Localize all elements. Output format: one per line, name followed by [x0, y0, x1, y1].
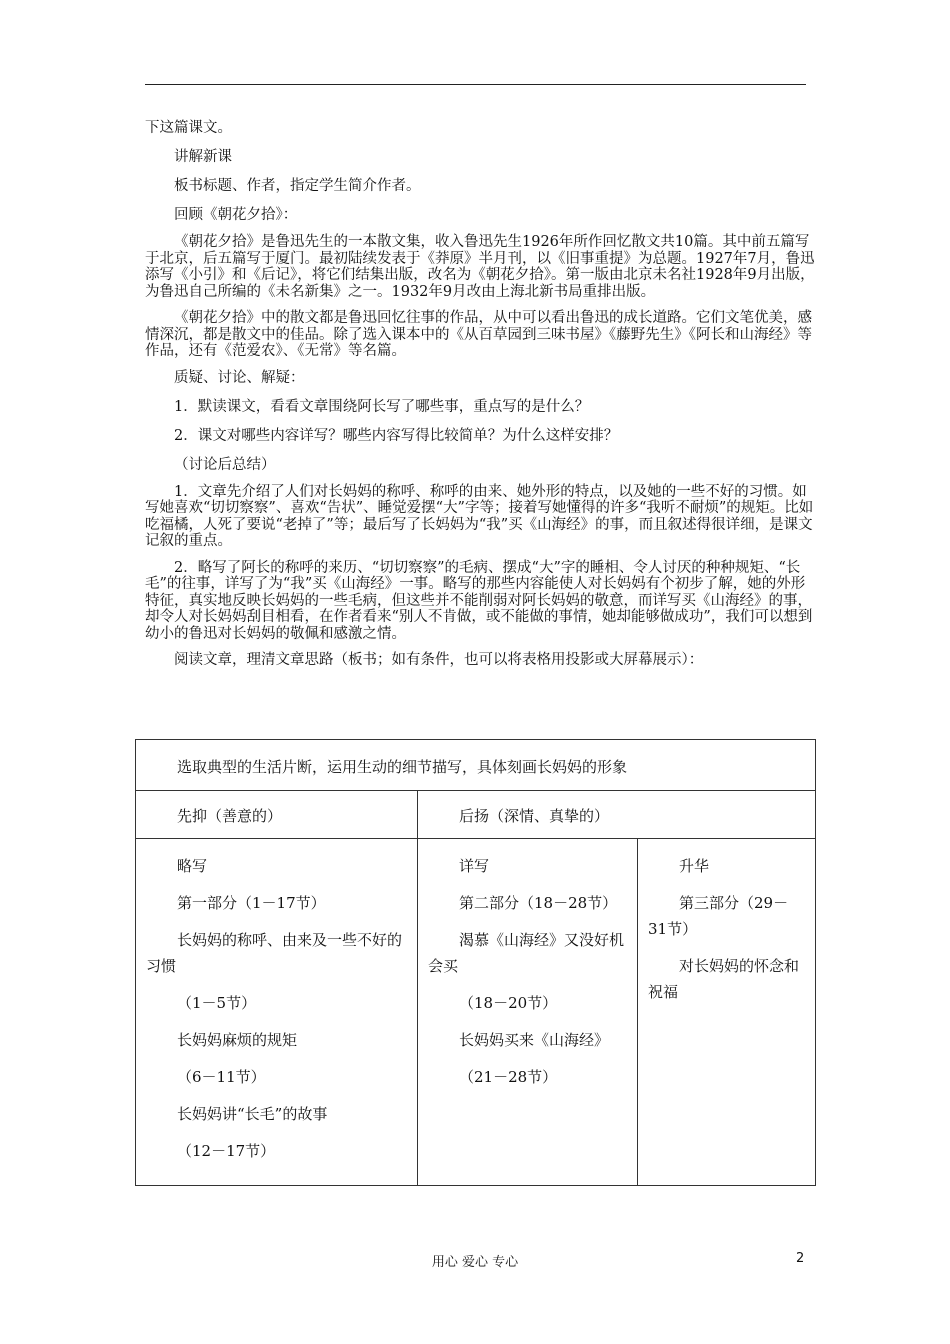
summary-note: （讨论后总结）: [174, 456, 276, 473]
question-1: 1．默读课文，看看文章围绕阿长写了哪些事，重点写的是什么？: [174, 398, 590, 415]
col2-item: 渴慕《山海经》又没好机会买: [428, 931, 625, 975]
col1-item: （1－5节）: [177, 994, 257, 1012]
paragraph-review: 回顾《朝花夕拾》：: [174, 207, 298, 223]
col1-item: （12－17节）: [177, 1142, 276, 1160]
table-header-row: [136, 740, 816, 791]
col3-item: 第三部分（29－31节）: [648, 894, 789, 938]
table-heading-row: [136, 791, 816, 839]
header-rule: [145, 84, 806, 85]
paragraph-reading-instruction: 阅读文章，理清文章思路（板书；如有条件，也可以将表格用投影或大屏幕展示）：: [174, 652, 704, 668]
col2-item: 第二部分（18－28节）: [459, 894, 618, 912]
col2-item: （18－20节）: [459, 994, 558, 1012]
document-body: [145, 120, 817, 669]
paragraph-book-intro: 《朝花夕拾》是鲁迅先生的一本散文集，收入鲁迅先生1926年所作回忆散文共10篇。其中前五篇写于北京，后五篇写于厦门。最初陆续发表于《莽原》半月刊，以《旧事重提》为总题。1927年7月，鲁迅添写《小引》和《后记》，将它们结集出版，改名为《朝花夕拾》。第一版由北京未名社1928年9月出版，为鲁迅自己所编的《未名新集》之一。1932年9月改由上海北新书局重排出版。: [145, 234, 815, 300]
col2-item: （21－28节）: [459, 1068, 558, 1086]
col1-item: 长妈妈麻烦的规矩: [177, 1031, 298, 1049]
col3-item: 升华: [679, 857, 710, 875]
page-number: 2: [796, 1251, 805, 1266]
answer-2: 2．略写了阿长的称呼的来历、“切切察察”的毛病、摆成“大”字的睡相、令人讨厌的种种规矩、“长毛”的往事，详写了为“我”买《山海经》一事。略写的那些内容能使人对长妈妈有个初步了解，她的外形特征，真实地反映长妈妈的一些毛病，但这些并不能削弱对阿长妈妈的敬意，而详写买《山海经》的事，却令人对长妈妈刮目相看，在作者看来“别人不肯做，或不能做的事情，她却能够做成功”，我们可以想到幼小的鲁迅对长妈妈的敬佩和感激之情。: [145, 559, 813, 642]
left-heading-cell: [136, 791, 418, 839]
page-footer: 用心 爱心 专心: [431, 1255, 519, 1270]
structure-table: [135, 739, 816, 1186]
paragraph-board-title: 板书标题、作者，指定学生简介作者。: [174, 178, 421, 194]
col2-cell: [418, 839, 638, 1186]
answer-1: 1．文章先介绍了人们对长妈妈的称呼、称呼的由来、她外形的特点，以及她的一些不好的习惯。如写她喜欢“切切察察”、喜欢“告状”、睡觉爱摆“大”字等；接着写她懂得的许多“我听不耐烦”的规矩。比如吃福橘，人死了要说“老掉了”等；最后写了长妈妈为“我”买《山海经》的事，而且叙述得很详细，是课文记叙的重点。: [145, 483, 814, 549]
col1-item: 长妈妈的称呼、由来及一些不好的习惯: [146, 931, 403, 975]
col3-cell: [638, 839, 816, 1186]
paragraph-continuation: 下这篇课文。: [145, 120, 232, 136]
section-heading-new-lesson: 讲解新课: [174, 149, 232, 165]
paragraph-discussion-heading: 质疑、讨论、解疑：: [174, 369, 305, 386]
table-body-row: [136, 839, 816, 1186]
col1-item: （6－11节）: [177, 1068, 266, 1086]
right-heading-cell: [418, 791, 816, 839]
left-heading-text: 先抑（善意的）: [177, 807, 283, 825]
col1-item: 略写: [177, 857, 208, 875]
col1-cell: [136, 839, 418, 1186]
col3-item: 对长妈妈的怀念和祝福: [648, 957, 800, 1001]
right-heading-text: 后扬（深情、真挚的）: [459, 807, 610, 825]
paragraph-book-essays: 《朝花夕拾》中的散文都是鲁迅回忆往事的作品，从中可以看出鲁迅的成长道路。它们文笔优美，感情深沉，都是散文中的佳品。除了选入课本中的《从百草园到三味书屋》《藤野先生》《阿长和山海经》等作品，还有《范爱农》、《无常》等名篇。: [145, 310, 812, 359]
table-header-cell: [136, 740, 816, 791]
col2-item: 长妈妈买来《山海经》: [459, 1031, 610, 1049]
question-2: 2．课文对哪些内容详写？哪些内容写得比较简单？为什么这样安排？: [174, 427, 619, 444]
col1-item: 第一部分（1－17节）: [177, 894, 326, 912]
col2-item: 详写: [459, 857, 490, 875]
col1-item: 长妈妈讲“长毛”的故事: [177, 1105, 328, 1123]
table-header-text: 选取典型的生活片断，运用生动的细节描写，具体刻画长妈妈的形象: [177, 758, 628, 776]
